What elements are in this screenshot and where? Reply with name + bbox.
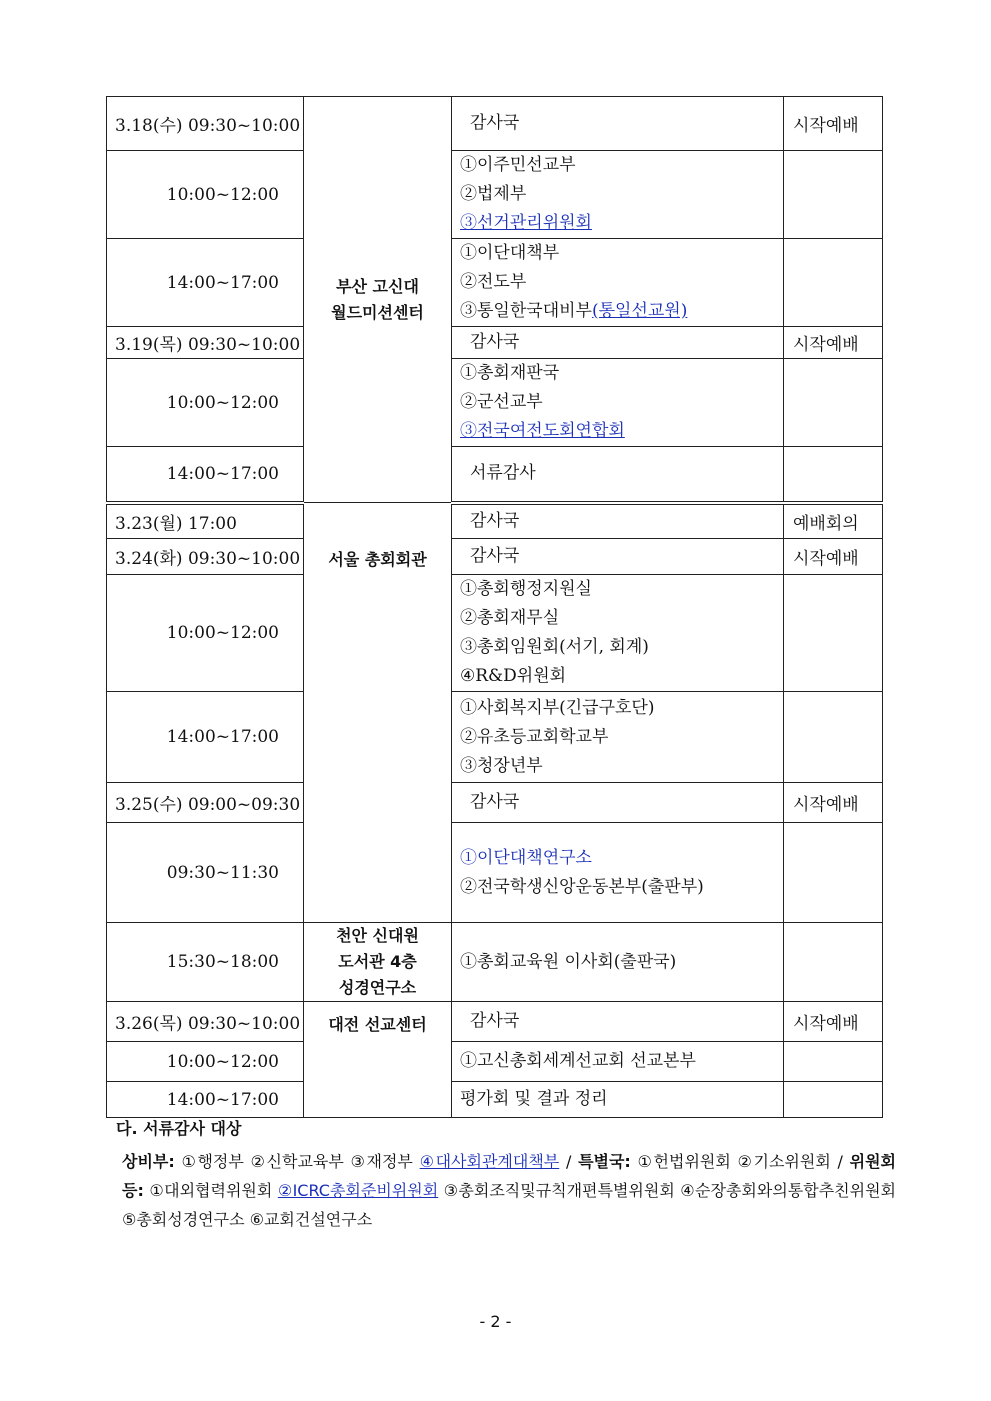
dept-item: ②군선교부	[460, 392, 543, 412]
dept-item: 평가회 및 결과 정리	[460, 1089, 608, 1109]
section-text: ③총회조직및규칙개편특별위원회 ④순장총회와의통합추친위원회 ⑤총회성경연구소 ⑥교회건설연구소	[122, 1181, 896, 1229]
dept-cell	[452, 575, 784, 692]
time-cell: 3.18(수) 09:30~10:00	[107, 97, 304, 151]
dept-cell	[452, 151, 784, 239]
table-row	[107, 783, 883, 823]
note-cell: 시작예배	[784, 1002, 883, 1042]
note-cell	[784, 823, 883, 923]
note-cell	[784, 359, 883, 447]
table-row	[107, 823, 883, 923]
dept-item: ②총회재무실	[460, 608, 560, 628]
dept-cell	[452, 923, 784, 1002]
dept-cell	[452, 1002, 784, 1042]
time-cell: 10:00~12:00	[107, 575, 304, 692]
dept-cell	[452, 823, 784, 923]
dept-cell	[452, 1042, 784, 1082]
dept-item: 감사국	[470, 332, 520, 352]
note-cell	[784, 692, 883, 783]
table-row	[107, 1042, 883, 1082]
section-text: ①행정부 ②신학교육부 ③재정부	[174, 1152, 420, 1171]
table-row	[107, 575, 883, 692]
venue-line: 천안 신대원	[336, 926, 419, 945]
table-row	[107, 1002, 883, 1042]
dept-item: 감사국	[470, 1011, 520, 1031]
time-cell: 3.25(수) 09:00~09:30	[107, 783, 304, 823]
venue-cheonan	[304, 923, 452, 1002]
note-cell	[784, 1042, 883, 1082]
table-row	[107, 923, 883, 1002]
time-cell: 3.23(월) 17:00	[107, 503, 304, 539]
table-row	[107, 97, 883, 151]
table-row	[107, 151, 883, 239]
note-cell	[784, 151, 883, 239]
dept-item: ③총회임원회(서기, 회계)	[460, 637, 649, 657]
note-cell	[784, 575, 883, 692]
note-cell: 시작예배	[784, 539, 883, 575]
table-row	[107, 239, 883, 327]
note-cell	[784, 923, 883, 1002]
document-audit-section	[116, 1116, 896, 1234]
time-cell: 09:30~11:30	[107, 823, 304, 923]
time-cell: 14:00~17:00	[107, 1082, 304, 1118]
dept-item: 감사국	[470, 546, 520, 566]
dept-item: ②전국학생신앙운동본부(출판부)	[460, 876, 704, 897]
dept-item: ①고신총회세계선교회 선교본부	[460, 1051, 696, 1071]
table-row	[107, 327, 883, 359]
dept-cell	[452, 692, 784, 783]
note-cell	[784, 1082, 883, 1118]
dept-cell	[452, 539, 784, 575]
dept-item: ①총회교육원 이사회(출판국)	[460, 951, 677, 972]
dept-item: ①총회재판국	[460, 363, 560, 383]
dept-cell	[452, 783, 784, 823]
table-row	[107, 539, 883, 575]
dept-item: ③통일한국대비부	[460, 301, 592, 321]
time-cell: 14:00~17:00	[107, 692, 304, 783]
table-row	[107, 503, 883, 539]
note-cell: 시작예배	[784, 327, 883, 359]
dept-item-link[interactable]: ③선거관리위원회	[460, 213, 592, 233]
dept-item: ①사회복지부(긴급구호단)	[460, 697, 655, 718]
venue-busan	[304, 97, 452, 503]
note-cell	[784, 239, 883, 327]
note-cell: 시작예배	[784, 783, 883, 823]
table-row	[107, 692, 883, 783]
audit-schedule-table	[106, 96, 883, 1118]
dept-item: ①이단대책부	[460, 243, 560, 263]
time-cell: 10:00~12:00	[107, 1042, 304, 1082]
label-special: 특별국:	[578, 1152, 631, 1171]
dept-item-link[interactable]: ③전국여전도회연합회	[460, 421, 625, 441]
dept-item: ②전도부	[460, 272, 527, 292]
venue-line: 성경연구소	[338, 978, 417, 997]
dept-item: ①총회행정지원실	[460, 579, 592, 599]
section-text: /	[559, 1152, 579, 1171]
venue-line: 부산 고신대	[336, 276, 419, 296]
dept-cell	[452, 503, 784, 539]
dept-cell	[452, 97, 784, 151]
venue-daejeon	[304, 1002, 452, 1118]
time-cell: 3.19(목) 09:30~10:00	[107, 327, 304, 359]
venue-seoul	[304, 503, 452, 923]
time-cell: 10:00~12:00	[107, 151, 304, 239]
label-standing: 상비부:	[122, 1152, 175, 1171]
time-cell: 3.24(화) 09:30~10:00	[107, 539, 304, 575]
section-body	[116, 1147, 896, 1234]
label-committee: 위원회 등:	[122, 1152, 896, 1200]
section-title: 다. 서류감사 대상	[116, 1119, 242, 1138]
section-link[interactable]: ②ICRC총회준비위원회	[277, 1181, 439, 1200]
section-text: ①헌법위원회 ②기소위원회 /	[630, 1152, 850, 1171]
table-row	[107, 447, 883, 503]
note-cell: 시작예배	[784, 97, 883, 151]
venue-line: 서울 총회회관	[328, 550, 427, 569]
dept-item: ④R&D위원회	[460, 666, 567, 686]
dept-item: 감사국	[470, 113, 520, 133]
table-row	[107, 1082, 883, 1118]
dept-cell	[452, 359, 784, 447]
time-cell: 10:00~12:00	[107, 359, 304, 447]
dept-cell	[452, 327, 784, 359]
note-cell: 예배회의	[784, 503, 883, 539]
time-cell: 15:30~18:00	[107, 923, 304, 1002]
note-cell	[784, 447, 883, 503]
table-row	[107, 359, 883, 447]
dept-item: 서류감사	[470, 463, 536, 484]
time-cell: 14:00~17:00	[107, 239, 304, 327]
section-link[interactable]: ④대사회관계대책부	[419, 1152, 560, 1171]
venue-line: 대전 선교센터	[328, 1015, 427, 1034]
dept-cell	[452, 239, 784, 327]
dept-cell	[452, 1082, 784, 1118]
time-cell: 3.26(목) 09:30~10:00	[107, 1002, 304, 1042]
dept-item: ③청장년부	[460, 755, 543, 776]
dept-cell	[452, 447, 784, 503]
dept-item: 감사국	[470, 792, 520, 812]
dept-item: ①이주민선교부	[460, 155, 576, 175]
section-text: ①대외협력위원회	[143, 1181, 278, 1200]
dept-item: ②유초등교회학교부	[460, 726, 609, 747]
dept-item-link[interactable]: (통일선교원)	[591, 301, 688, 321]
dept-item-highlight: ①이단대책연구소	[460, 847, 592, 868]
dept-item: ②법제부	[460, 184, 527, 204]
dept-item: 감사국	[470, 510, 520, 531]
venue-line: 월드미션센터	[331, 302, 424, 322]
time-cell: 14:00~17:00	[107, 447, 304, 503]
page-number: - 2 -	[479, 1312, 512, 1331]
venue-line: 도서관 4층	[338, 952, 417, 971]
